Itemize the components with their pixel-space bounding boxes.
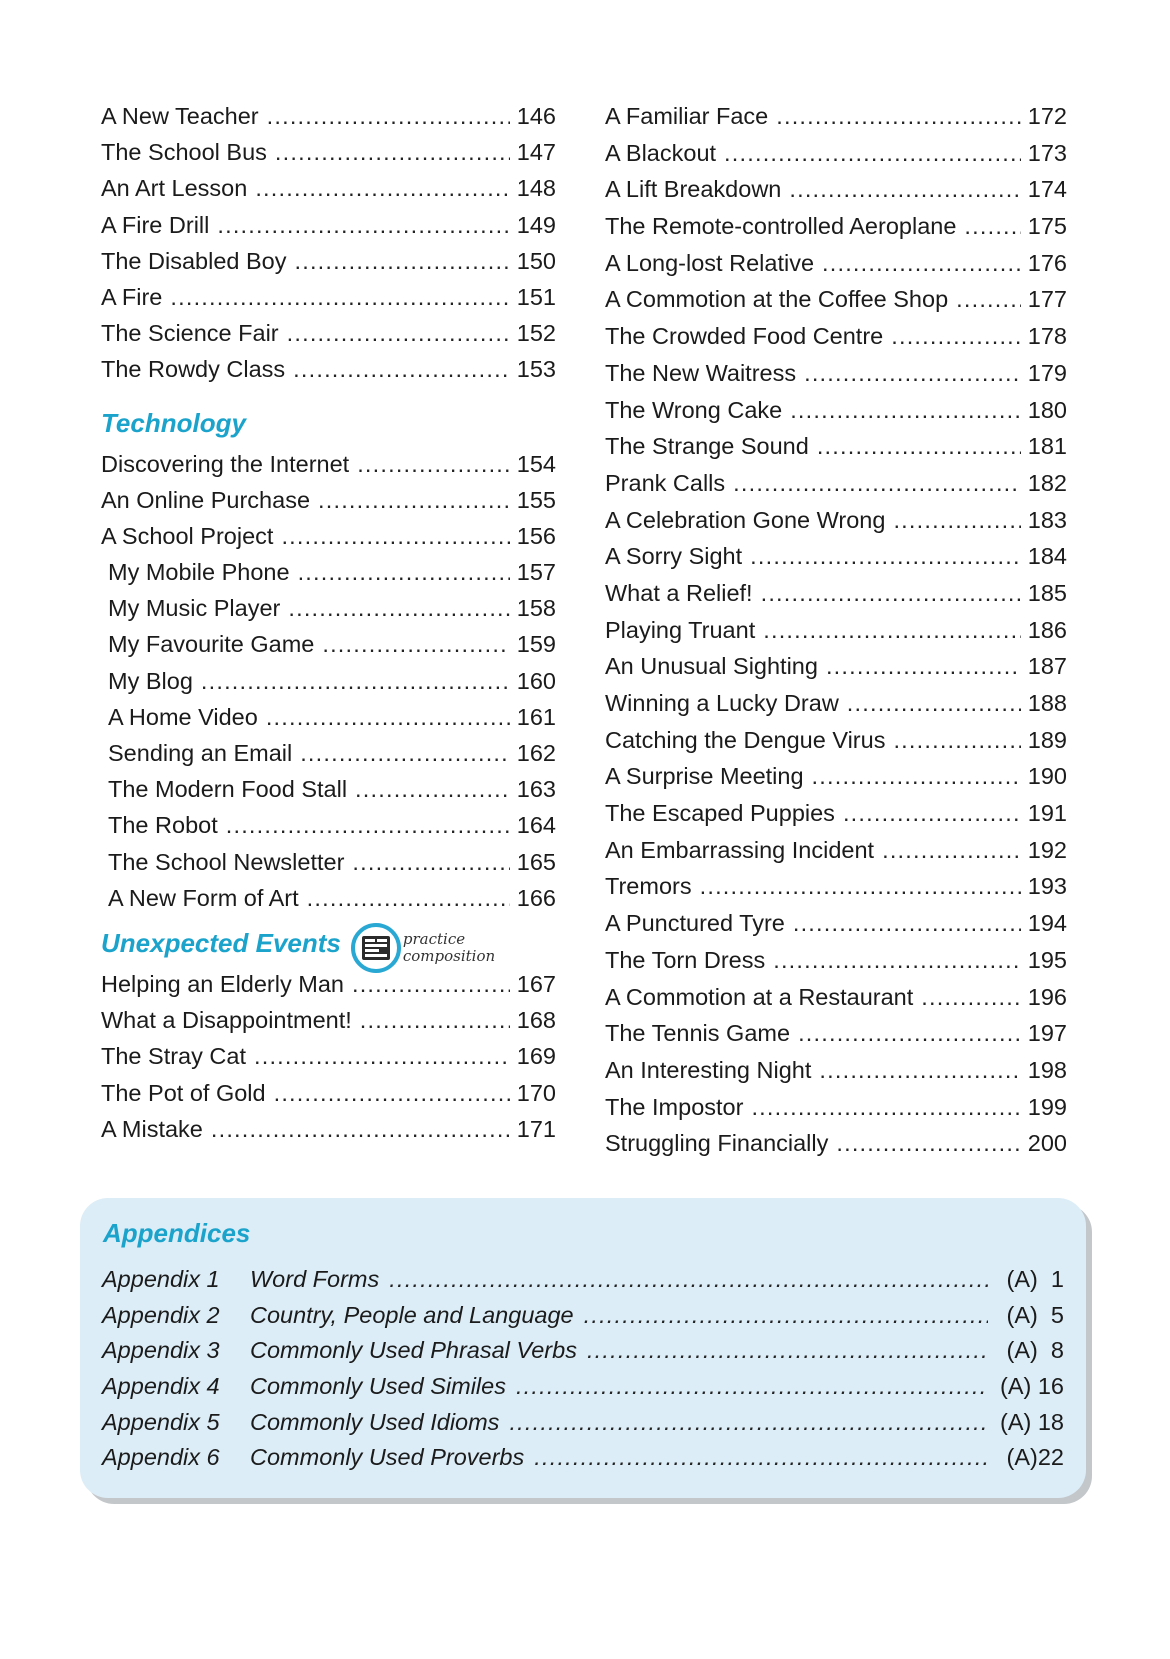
dot-leader <box>307 880 510 916</box>
dot-leader <box>509 1405 988 1441</box>
entry-page: 180 <box>1027 396 1067 423</box>
entry-page: 159 <box>516 631 556 658</box>
toc-entry[interactable] <box>101 1038 556 1074</box>
entry-title: My Mobile Phone <box>108 559 290 586</box>
toc-entry[interactable] <box>101 518 556 554</box>
dot-leader <box>826 648 1021 685</box>
toc-entry[interactable] <box>605 171 1067 208</box>
dot-leader <box>274 1075 510 1111</box>
dot-leader <box>817 428 1021 465</box>
entry-page: 154 <box>516 450 556 477</box>
dot-leader <box>843 795 1021 832</box>
dot-leader <box>267 98 510 134</box>
dot-leader <box>822 245 1021 282</box>
toc-entry[interactable] <box>605 1015 1067 1052</box>
toc-group-1 <box>101 98 556 388</box>
entry-title: A Punctured Tyre <box>605 910 785 937</box>
toc-entry[interactable] <box>101 207 556 243</box>
entry-page: 178 <box>1027 323 1067 350</box>
toc-entry[interactable] <box>605 905 1067 942</box>
entry-page: 153 <box>516 356 556 383</box>
appendix-label: Appendix 3 <box>102 1337 220 1364</box>
toc-entry[interactable] <box>605 942 1067 979</box>
entry-title: A Fire Drill <box>101 211 210 238</box>
toc-entry[interactable] <box>605 795 1067 832</box>
entry-page: 198 <box>1027 1056 1067 1083</box>
entry-title: What a Relief! <box>605 579 753 606</box>
appendix-page: (A) 5 <box>1006 1301 1064 1328</box>
dot-leader <box>295 243 510 279</box>
toc-group-unexpected-events <box>101 966 556 1147</box>
toc-entry[interactable] <box>605 868 1067 905</box>
toc-entry[interactable] <box>605 979 1067 1016</box>
dot-leader <box>893 722 1020 759</box>
toc-entry[interactable] <box>101 844 556 880</box>
entry-title: A Blackout <box>605 139 717 166</box>
entry-title: The Wrong Cake <box>605 396 783 423</box>
toc-entry[interactable] <box>605 392 1067 429</box>
entry-page: 187 <box>1027 653 1067 680</box>
entry-page: 188 <box>1027 690 1067 716</box>
toc-left-column <box>101 98 556 1147</box>
appendix-page: (A) 1 <box>1006 1266 1064 1292</box>
dot-leader <box>956 281 1021 318</box>
appendix-entry[interactable] <box>102 1333 1064 1369</box>
entry-title: A New Teacher <box>101 103 259 129</box>
dot-leader <box>798 1015 1021 1052</box>
entry-title: A Mistake <box>101 1115 203 1142</box>
dot-leader <box>254 1038 510 1074</box>
entry-page: 172 <box>1027 103 1067 129</box>
entry-page: 182 <box>1027 469 1067 496</box>
entry-title: Struggling Financially <box>605 1130 829 1157</box>
toc-entry[interactable] <box>101 699 556 735</box>
dot-leader <box>211 1111 510 1147</box>
dot-leader <box>318 482 510 518</box>
toc-entry[interactable] <box>605 1125 1067 1162</box>
entry-title: The Robot <box>108 812 218 839</box>
appendix-label: Appendix 5 <box>102 1408 220 1435</box>
appendix-entry[interactable] <box>102 1369 1064 1405</box>
dot-leader <box>819 1052 1020 1089</box>
toc-entry[interactable] <box>605 832 1067 869</box>
entry-page: 168 <box>516 1007 556 1034</box>
dot-leader <box>776 98 1021 135</box>
entry-page: 165 <box>516 848 556 875</box>
entry-title: My Favourite Game <box>108 631 315 658</box>
toc-entry[interactable] <box>101 279 556 315</box>
entry-page: 160 <box>516 667 556 694</box>
toc-entry[interactable] <box>605 135 1067 172</box>
toc-entry[interactable] <box>101 1002 556 1038</box>
dot-leader <box>275 134 510 170</box>
entry-title: A Celebration Gone Wrong <box>605 506 886 533</box>
entry-page: 190 <box>1027 763 1067 790</box>
dot-leader <box>812 758 1021 795</box>
section-heading-unexpected-events <box>101 916 556 966</box>
dot-leader <box>750 538 1021 575</box>
entry-title: My Music Player <box>108 595 281 622</box>
entry-title: An Embarrassing Incident <box>605 836 875 863</box>
appendix-page: (A)22 <box>1006 1444 1064 1471</box>
dot-leader <box>322 626 509 662</box>
toc-entry[interactable] <box>605 465 1067 502</box>
badge-caption-line1: practice <box>402 929 466 948</box>
entry-page: 155 <box>516 486 556 513</box>
appendix-label: Appendix 2 <box>102 1301 220 1328</box>
entry-page: 158 <box>516 595 556 622</box>
entry-title: A Familiar Face <box>605 103 769 129</box>
entry-page: 157 <box>516 559 556 586</box>
toc-entry[interactable] <box>101 807 556 843</box>
entry-page: 151 <box>516 283 556 310</box>
entry-title: The Remote-controlled Aeroplane <box>605 213 957 240</box>
dot-leader <box>352 966 510 1002</box>
dot-leader <box>516 1369 988 1405</box>
toc-entry[interactable] <box>605 1089 1067 1126</box>
badge-caption-line2: composition <box>402 946 496 965</box>
toc-entry[interactable] <box>101 590 556 626</box>
dot-leader <box>751 1089 1020 1126</box>
toc-entry[interactable] <box>101 966 556 1002</box>
entry-page: 166 <box>516 884 556 911</box>
entry-title: A New Form of Art <box>108 884 299 911</box>
appendix-page: (A) 18 <box>1000 1408 1064 1435</box>
entry-page: 149 <box>516 211 556 238</box>
entry-page: 147 <box>516 139 556 166</box>
dot-leader <box>293 351 510 387</box>
entry-title: Sending an Email <box>108 740 293 766</box>
toc-entry[interactable] <box>101 1111 556 1147</box>
entry-title: Helping an Elderly Man <box>101 970 344 997</box>
toc-entry[interactable] <box>101 1075 556 1111</box>
dot-leader <box>793 905 1021 942</box>
dot-leader <box>170 279 509 315</box>
entry-title: The Impostor <box>605 1093 744 1120</box>
toc-entry[interactable] <box>101 243 556 279</box>
entry-title: The Pot of Gold <box>101 1079 266 1106</box>
dot-leader <box>266 699 510 735</box>
appendix-entry[interactable] <box>102 1440 1064 1476</box>
entry-page: 146 <box>516 103 556 129</box>
toc-entry[interactable] <box>101 771 556 807</box>
toc-entry[interactable] <box>605 281 1067 318</box>
dot-leader <box>355 771 510 807</box>
entry-title: The Stray Cat <box>101 1043 246 1070</box>
appendix-title: Commonly Used Similes <box>250 1373 506 1400</box>
section-heading-label: Unexpected Events <box>101 927 341 958</box>
entry-title: Catching the Dengue Virus <box>605 726 886 753</box>
entry-page: 150 <box>516 247 556 274</box>
entry-title: The Tennis Game <box>605 1020 791 1047</box>
dot-leader <box>700 868 1021 905</box>
appendix-entry[interactable] <box>102 1298 1064 1334</box>
dot-leader <box>847 685 1021 722</box>
entry-title: Winning a Lucky Draw <box>605 690 839 716</box>
dot-leader <box>255 170 509 206</box>
entry-title: A Long-lost Relative <box>605 249 815 276</box>
dot-leader <box>300 735 510 771</box>
entry-title: A Lift Breakdown <box>605 176 782 203</box>
toc-entry[interactable] <box>101 446 556 482</box>
entry-page: 185 <box>1027 579 1067 606</box>
dot-leader <box>773 942 1021 979</box>
dot-leader <box>891 318 1021 355</box>
entry-page: 189 <box>1027 726 1067 753</box>
entry-title: The Disabled Boy <box>101 247 287 274</box>
appendix-title: Word Forms <box>250 1266 380 1292</box>
appendix-title: Commonly Used Proverbs <box>250 1444 525 1471</box>
toc-entry[interactable] <box>605 208 1067 245</box>
appendix-title: Commonly Used Idioms <box>250 1408 500 1435</box>
toc-group-technology <box>101 446 556 916</box>
entry-title: The Crowded Food Centre <box>605 323 884 350</box>
dot-leader <box>893 502 1020 539</box>
entry-title: A Commotion at the Coffee Shop <box>605 286 949 313</box>
entry-page: 176 <box>1027 249 1067 276</box>
toc-entry[interactable] <box>605 612 1067 649</box>
toc-entry[interactable] <box>605 318 1067 355</box>
entry-title: Prank Calls <box>605 469 726 496</box>
toc-entry[interactable] <box>605 538 1067 575</box>
entry-page: 170 <box>516 1079 556 1106</box>
entry-page: 174 <box>1027 176 1067 203</box>
entry-title: My Blog <box>108 667 193 694</box>
appendix-entry[interactable] <box>102 1405 1064 1441</box>
toc-entry[interactable] <box>101 98 556 134</box>
entry-title: A School Project <box>101 522 274 549</box>
toc-entry[interactable] <box>605 502 1067 539</box>
entry-title: An Unusual Sighting <box>605 653 818 680</box>
dot-leader <box>964 208 1020 245</box>
dot-leader <box>226 807 510 843</box>
entry-title: What a Disappointment! <box>101 1007 352 1034</box>
toc-entry[interactable] <box>605 648 1067 685</box>
toc-entry[interactable] <box>605 575 1067 612</box>
toc-entry[interactable] <box>605 685 1067 722</box>
appendix-label: Appendix 6 <box>102 1444 220 1471</box>
toc-entry[interactable] <box>101 170 556 206</box>
entry-title: Discovering the Internet <box>101 450 350 477</box>
dot-leader <box>804 355 1021 392</box>
entry-page: 175 <box>1027 213 1067 240</box>
dot-leader <box>360 1002 510 1038</box>
toc-entry[interactable] <box>605 98 1067 135</box>
entry-page: 173 <box>1027 139 1067 166</box>
entry-title: An Art Lesson <box>101 175 248 202</box>
entry-page: 169 <box>516 1043 556 1070</box>
section-heading-technology: Technology <box>101 407 246 438</box>
entry-title: Tremors <box>605 873 692 900</box>
entry-title: The Strange Sound <box>605 433 809 460</box>
entry-page: 184 <box>1027 543 1067 570</box>
dot-leader <box>288 590 509 626</box>
entry-page: 200 <box>1027 1130 1067 1157</box>
toc-entry[interactable] <box>101 663 556 699</box>
toc-entry[interactable] <box>605 245 1067 282</box>
entry-page: 196 <box>1027 983 1067 1010</box>
dot-leader <box>357 446 510 482</box>
dot-leader <box>287 315 510 351</box>
entry-page: 181 <box>1027 433 1067 460</box>
appendix-title: Commonly Used Phrasal Verbs <box>250 1337 577 1364</box>
appendix-page: (A) 16 <box>1000 1373 1064 1400</box>
appendices-panel <box>80 1198 1086 1498</box>
entry-title: A Home Video <box>108 703 258 730</box>
dot-leader <box>763 612 1021 649</box>
dot-leader <box>882 832 1021 869</box>
appendix-label: Appendix 4 <box>102 1373 220 1400</box>
toc-entry[interactable] <box>101 315 556 351</box>
toc-entry[interactable] <box>605 722 1067 759</box>
entry-page: 152 <box>516 320 556 347</box>
entry-page: 195 <box>1027 946 1067 973</box>
dot-leader <box>584 1298 988 1334</box>
entry-page: 179 <box>1027 359 1067 386</box>
entry-title: A Surprise Meeting <box>605 763 804 790</box>
entry-title: A Commotion at a Restaurant <box>605 983 914 1010</box>
dot-leader <box>724 135 1021 172</box>
entry-page: 177 <box>1027 286 1067 313</box>
entry-page: 194 <box>1027 910 1067 937</box>
entry-page: 193 <box>1027 873 1067 900</box>
toc-entry[interactable] <box>101 735 556 771</box>
entry-page: 197 <box>1027 1020 1067 1047</box>
dot-leader <box>201 663 510 699</box>
entry-page: 192 <box>1027 836 1067 863</box>
entry-page: 167 <box>516 970 556 997</box>
entry-title: A Fire <box>101 283 163 310</box>
entry-title: The Torn Dress <box>605 946 766 973</box>
appendices-heading: Appendices <box>103 1218 251 1248</box>
entry-page: 162 <box>516 740 556 766</box>
dot-leader <box>217 207 509 243</box>
dot-leader <box>836 1125 1020 1162</box>
entry-title: A Sorry Sight <box>605 543 743 570</box>
toc-entry[interactable] <box>605 758 1067 795</box>
entry-title: An Interesting Night <box>605 1056 812 1083</box>
entry-page: 163 <box>516 776 556 803</box>
toc-right-column <box>605 98 1067 1162</box>
entry-title: The School Bus <box>101 139 267 166</box>
dot-leader <box>587 1333 988 1369</box>
appendix-label: Appendix 1 <box>102 1266 220 1292</box>
entry-title: The Modern Food Stall <box>108 776 348 803</box>
entry-title: The Science Fair <box>101 320 279 347</box>
dot-leader <box>761 575 1021 612</box>
entry-title: The Escaped Puppies <box>605 800 835 827</box>
dot-leader <box>389 1262 988 1298</box>
entry-page: 148 <box>516 175 556 202</box>
toc-entry[interactable] <box>605 1052 1067 1089</box>
dot-leader <box>298 554 510 590</box>
appendix-page: (A) 8 <box>1006 1337 1064 1364</box>
dot-leader <box>790 392 1021 429</box>
appendix-entry[interactable] <box>102 1262 1064 1298</box>
badge-caption <box>403 931 495 965</box>
dot-leader <box>281 518 509 554</box>
entry-title: The School Newsletter <box>108 848 345 875</box>
toc-entry[interactable] <box>605 428 1067 465</box>
entry-page: 161 <box>516 703 556 730</box>
entry-page: 164 <box>516 812 556 839</box>
toc-entry[interactable] <box>605 355 1067 392</box>
toc-entry[interactable] <box>101 880 556 916</box>
dot-leader <box>534 1440 988 1476</box>
toc-entry[interactable] <box>101 351 556 387</box>
entry-page: 171 <box>516 1115 556 1142</box>
entry-page: 191 <box>1027 800 1067 827</box>
entry-title: An Online Purchase <box>101 486 311 513</box>
entry-title: The Rowdy Class <box>101 356 286 383</box>
toc-entry[interactable] <box>101 482 556 518</box>
entry-page: 186 <box>1027 616 1067 643</box>
toc-entry[interactable] <box>101 554 556 590</box>
toc-entry[interactable] <box>101 626 556 662</box>
toc-entry[interactable] <box>101 134 556 170</box>
entry-title: Playing Truant <box>605 616 756 643</box>
entry-page: 156 <box>516 522 556 549</box>
dot-leader <box>789 171 1020 208</box>
dot-leader <box>352 844 509 880</box>
entry-title: The New Waitress <box>605 359 797 386</box>
entry-page: 199 <box>1027 1093 1067 1120</box>
dot-leader <box>921 979 1021 1016</box>
appendices-list <box>102 1262 1064 1476</box>
entry-page: 183 <box>1027 506 1067 533</box>
appendix-title: Country, People and Language <box>250 1301 574 1328</box>
dot-leader <box>733 465 1021 502</box>
